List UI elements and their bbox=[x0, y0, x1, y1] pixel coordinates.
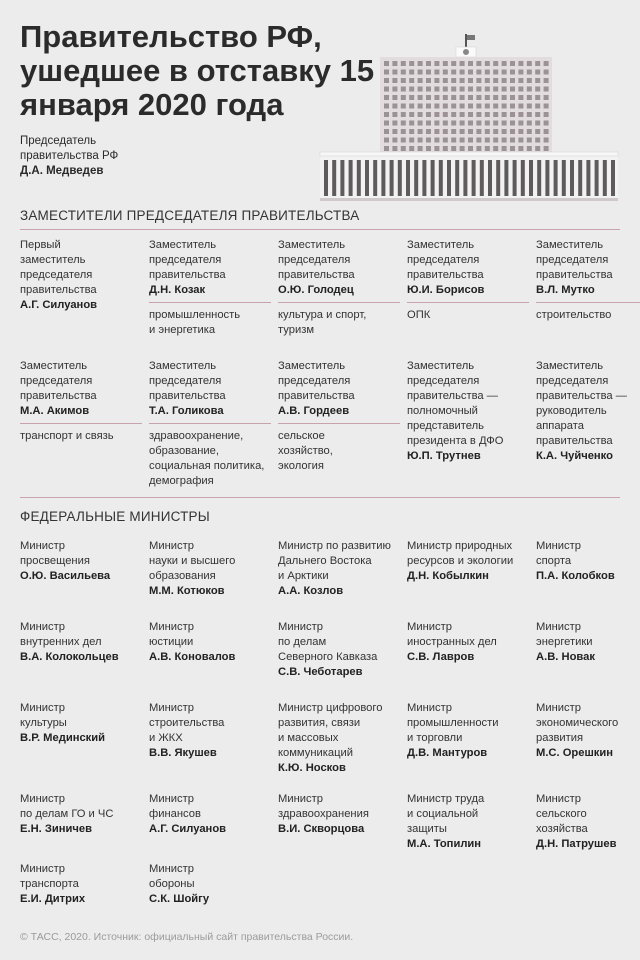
deputies-divider bbox=[20, 229, 620, 230]
deputy-name: К.А. Чуйченко bbox=[536, 450, 613, 462]
minister-card bbox=[278, 792, 402, 837]
minister-role: Министр здравоохранения bbox=[278, 793, 369, 820]
minister-card bbox=[149, 620, 273, 665]
deputy-name: Д.Н. Козак bbox=[149, 284, 206, 296]
deputy-role: Заместитель председателя правительства bbox=[20, 360, 97, 402]
minister-card bbox=[20, 701, 144, 746]
minister-role: Министр юстиции bbox=[149, 621, 194, 648]
minister-card bbox=[20, 862, 144, 907]
deputy-card bbox=[536, 238, 640, 323]
chairman-role: Председатель правительства РФ bbox=[20, 135, 119, 162]
minister-card bbox=[20, 620, 144, 665]
minister-role: Министр иностранных дел bbox=[407, 621, 497, 648]
minister-name: С.К. Шойгу bbox=[149, 893, 210, 905]
deputy-responsibility: строительство bbox=[536, 309, 612, 321]
minister-card bbox=[536, 620, 640, 665]
minister-name: Д.Н. Кобылкин bbox=[407, 570, 489, 582]
minister-name: Д.В. Мантуров bbox=[407, 747, 488, 759]
minister-role: Министр финансов bbox=[149, 793, 201, 820]
minister-name: П.А. Колобков bbox=[536, 570, 615, 582]
deputy-underline bbox=[278, 423, 400, 424]
deputy-responsibility: промышленность и энергетика bbox=[149, 309, 241, 336]
minister-card bbox=[149, 701, 273, 761]
source-footer: © ТАСС, 2020. Источник: официальный сайт правительства России. bbox=[20, 931, 354, 943]
deputy-role: Заместитель председателя правительства — руководитель аппарата правительства bbox=[536, 360, 627, 447]
deputy-card bbox=[278, 238, 402, 338]
chairman-name: Д.А. Медведев bbox=[20, 165, 104, 177]
minister-role: Министр спорта bbox=[536, 540, 581, 567]
deputy-role: Заместитель председателя правительства bbox=[407, 239, 484, 281]
minister-name: Е.Н. Зиничев bbox=[20, 823, 92, 835]
deputy-underline bbox=[149, 423, 271, 424]
minister-role: Министр обороны bbox=[149, 863, 195, 890]
deputy-responsibility: ОПК bbox=[407, 309, 431, 321]
ministers-heading: ФЕДЕРАЛЬНЫЕ МИНИСТРЫ bbox=[20, 509, 210, 524]
deputy-name: Т.А. Голикова bbox=[149, 405, 224, 417]
minister-role: Министр энергетики bbox=[536, 621, 593, 648]
deputy-responsibility: транспорт и связь bbox=[20, 430, 114, 442]
minister-role: Министр сельского хозяйства bbox=[536, 793, 588, 835]
minister-role: Министр по делам Северного Кавказа bbox=[278, 621, 378, 663]
minister-name: М.А. Топилин bbox=[407, 838, 482, 850]
deputy-underline bbox=[407, 302, 529, 303]
government-building-illustration bbox=[318, 34, 622, 204]
deputy-role: Заместитель председателя правительства — полномочный представитель президента в ДФО bbox=[407, 360, 504, 447]
minister-name: М.М. Котюков bbox=[149, 585, 225, 597]
deputy-card bbox=[149, 238, 273, 338]
deputy-name: А.Г. Силуанов bbox=[20, 299, 98, 311]
minister-card bbox=[278, 620, 402, 680]
minister-name: М.С. Орешкин bbox=[536, 747, 614, 759]
deputy-card bbox=[536, 359, 640, 464]
minister-name: А.Г. Силуанов bbox=[149, 823, 227, 835]
minister-role: Министр по развитию Дальнего Востока и Арктики bbox=[278, 540, 391, 582]
minister-card bbox=[278, 539, 402, 599]
minister-role: Министр строительства и ЖКХ bbox=[149, 702, 225, 744]
minister-role: Министр экономического развития bbox=[536, 702, 619, 744]
minister-role: Министр цифрового развития, связи и массовых коммуникаций bbox=[278, 702, 383, 759]
deputy-card bbox=[278, 359, 402, 474]
minister-role: Министр культуры bbox=[20, 702, 67, 729]
minister-card bbox=[536, 539, 640, 584]
minister-role: Министр труда и социальной защиты bbox=[407, 793, 485, 835]
deputy-underline bbox=[278, 302, 400, 303]
deputy-responsibility: культура и спорт, туризм bbox=[278, 309, 367, 336]
minister-name: А.В. Новак bbox=[536, 651, 595, 663]
minister-card bbox=[149, 792, 273, 837]
minister-name: С.В. Лавров bbox=[407, 651, 475, 663]
deputy-card bbox=[149, 359, 273, 489]
minister-role: Министр внутренних дел bbox=[20, 621, 102, 648]
deputy-name: Ю.И. Борисов bbox=[407, 284, 485, 296]
deputy-role: Заместитель председателя правительства bbox=[536, 239, 613, 281]
minister-card bbox=[407, 539, 531, 584]
minister-name: В.Р. Мединский bbox=[20, 732, 106, 744]
minister-role: Министр транспорта bbox=[20, 863, 79, 890]
minister-name: Д.Н. Патрушев bbox=[536, 838, 617, 850]
minister-name: А.А. Козлов bbox=[278, 585, 344, 597]
minister-card bbox=[536, 792, 640, 852]
minister-name: Е.И. Дитрих bbox=[20, 893, 86, 905]
minister-name: О.Ю. Васильева bbox=[20, 570, 111, 582]
deputy-role: Первый заместитель председателя правительства bbox=[20, 239, 97, 296]
minister-name: В.И. Скворцова bbox=[278, 823, 365, 835]
deputy-underline bbox=[20, 423, 142, 424]
deputy-card bbox=[407, 238, 531, 323]
deputy-name: О.Ю. Голодец bbox=[278, 284, 354, 296]
deputy-underline bbox=[536, 302, 640, 303]
deputy-role: Заместитель председателя правительства bbox=[278, 239, 355, 281]
ministers-divider bbox=[20, 497, 620, 498]
deputy-role: Заместитель председателя правительства bbox=[149, 239, 226, 281]
minister-role: Министр природных ресурсов и экологии bbox=[407, 540, 514, 567]
minister-card bbox=[20, 539, 144, 584]
minister-card bbox=[278, 701, 402, 776]
minister-card bbox=[536, 701, 640, 761]
minister-card bbox=[20, 792, 144, 837]
minister-name: В.В. Якушев bbox=[149, 747, 217, 759]
minister-card bbox=[149, 862, 273, 907]
minister-role: Министр промышленности и торговли bbox=[407, 702, 499, 744]
minister-name: А.В. Коновалов bbox=[149, 651, 236, 663]
deputy-card bbox=[20, 359, 144, 444]
minister-name: В.А. Колокольцев bbox=[20, 651, 119, 663]
deputy-responsibility: сельское хозяйство, экология bbox=[278, 430, 333, 472]
page-title: Правительство РФ, ушедшее в отставку 15 января 2020 года bbox=[20, 19, 375, 122]
minister-role: Министр просвещения bbox=[20, 540, 90, 567]
minister-name: С.В. Чеботарев bbox=[278, 666, 363, 678]
deputy-name: А.В. Гордеев bbox=[278, 405, 350, 417]
deputy-role: Заместитель председателя правительства bbox=[149, 360, 226, 402]
deputy-name: В.Л. Мутко bbox=[536, 284, 595, 296]
deputy-responsibility: здравоохранение, образование, социальная политика, демография bbox=[149, 430, 265, 487]
minister-card bbox=[149, 539, 273, 599]
deputy-underline bbox=[149, 302, 271, 303]
deputy-name: М.А. Акимов bbox=[20, 405, 90, 417]
minister-role: Министр по делам ГО и ЧС bbox=[20, 793, 114, 820]
deputy-card bbox=[20, 238, 144, 313]
chairman-block bbox=[20, 134, 160, 179]
deputy-name: Ю.П. Трутнев bbox=[407, 450, 481, 462]
deputies-heading: ЗАМЕСТИТЕЛИ ПРЕДСЕДАТЕЛЯ ПРАВИТЕЛЬСТВА bbox=[20, 208, 360, 223]
minister-card bbox=[407, 792, 531, 852]
minister-name: К.Ю. Носков bbox=[278, 762, 346, 774]
minister-card bbox=[407, 620, 531, 665]
deputy-role: Заместитель председателя правительства bbox=[278, 360, 355, 402]
deputy-card bbox=[407, 359, 531, 464]
minister-card bbox=[407, 701, 531, 761]
minister-role: Министр науки и высшего образования bbox=[149, 540, 236, 582]
